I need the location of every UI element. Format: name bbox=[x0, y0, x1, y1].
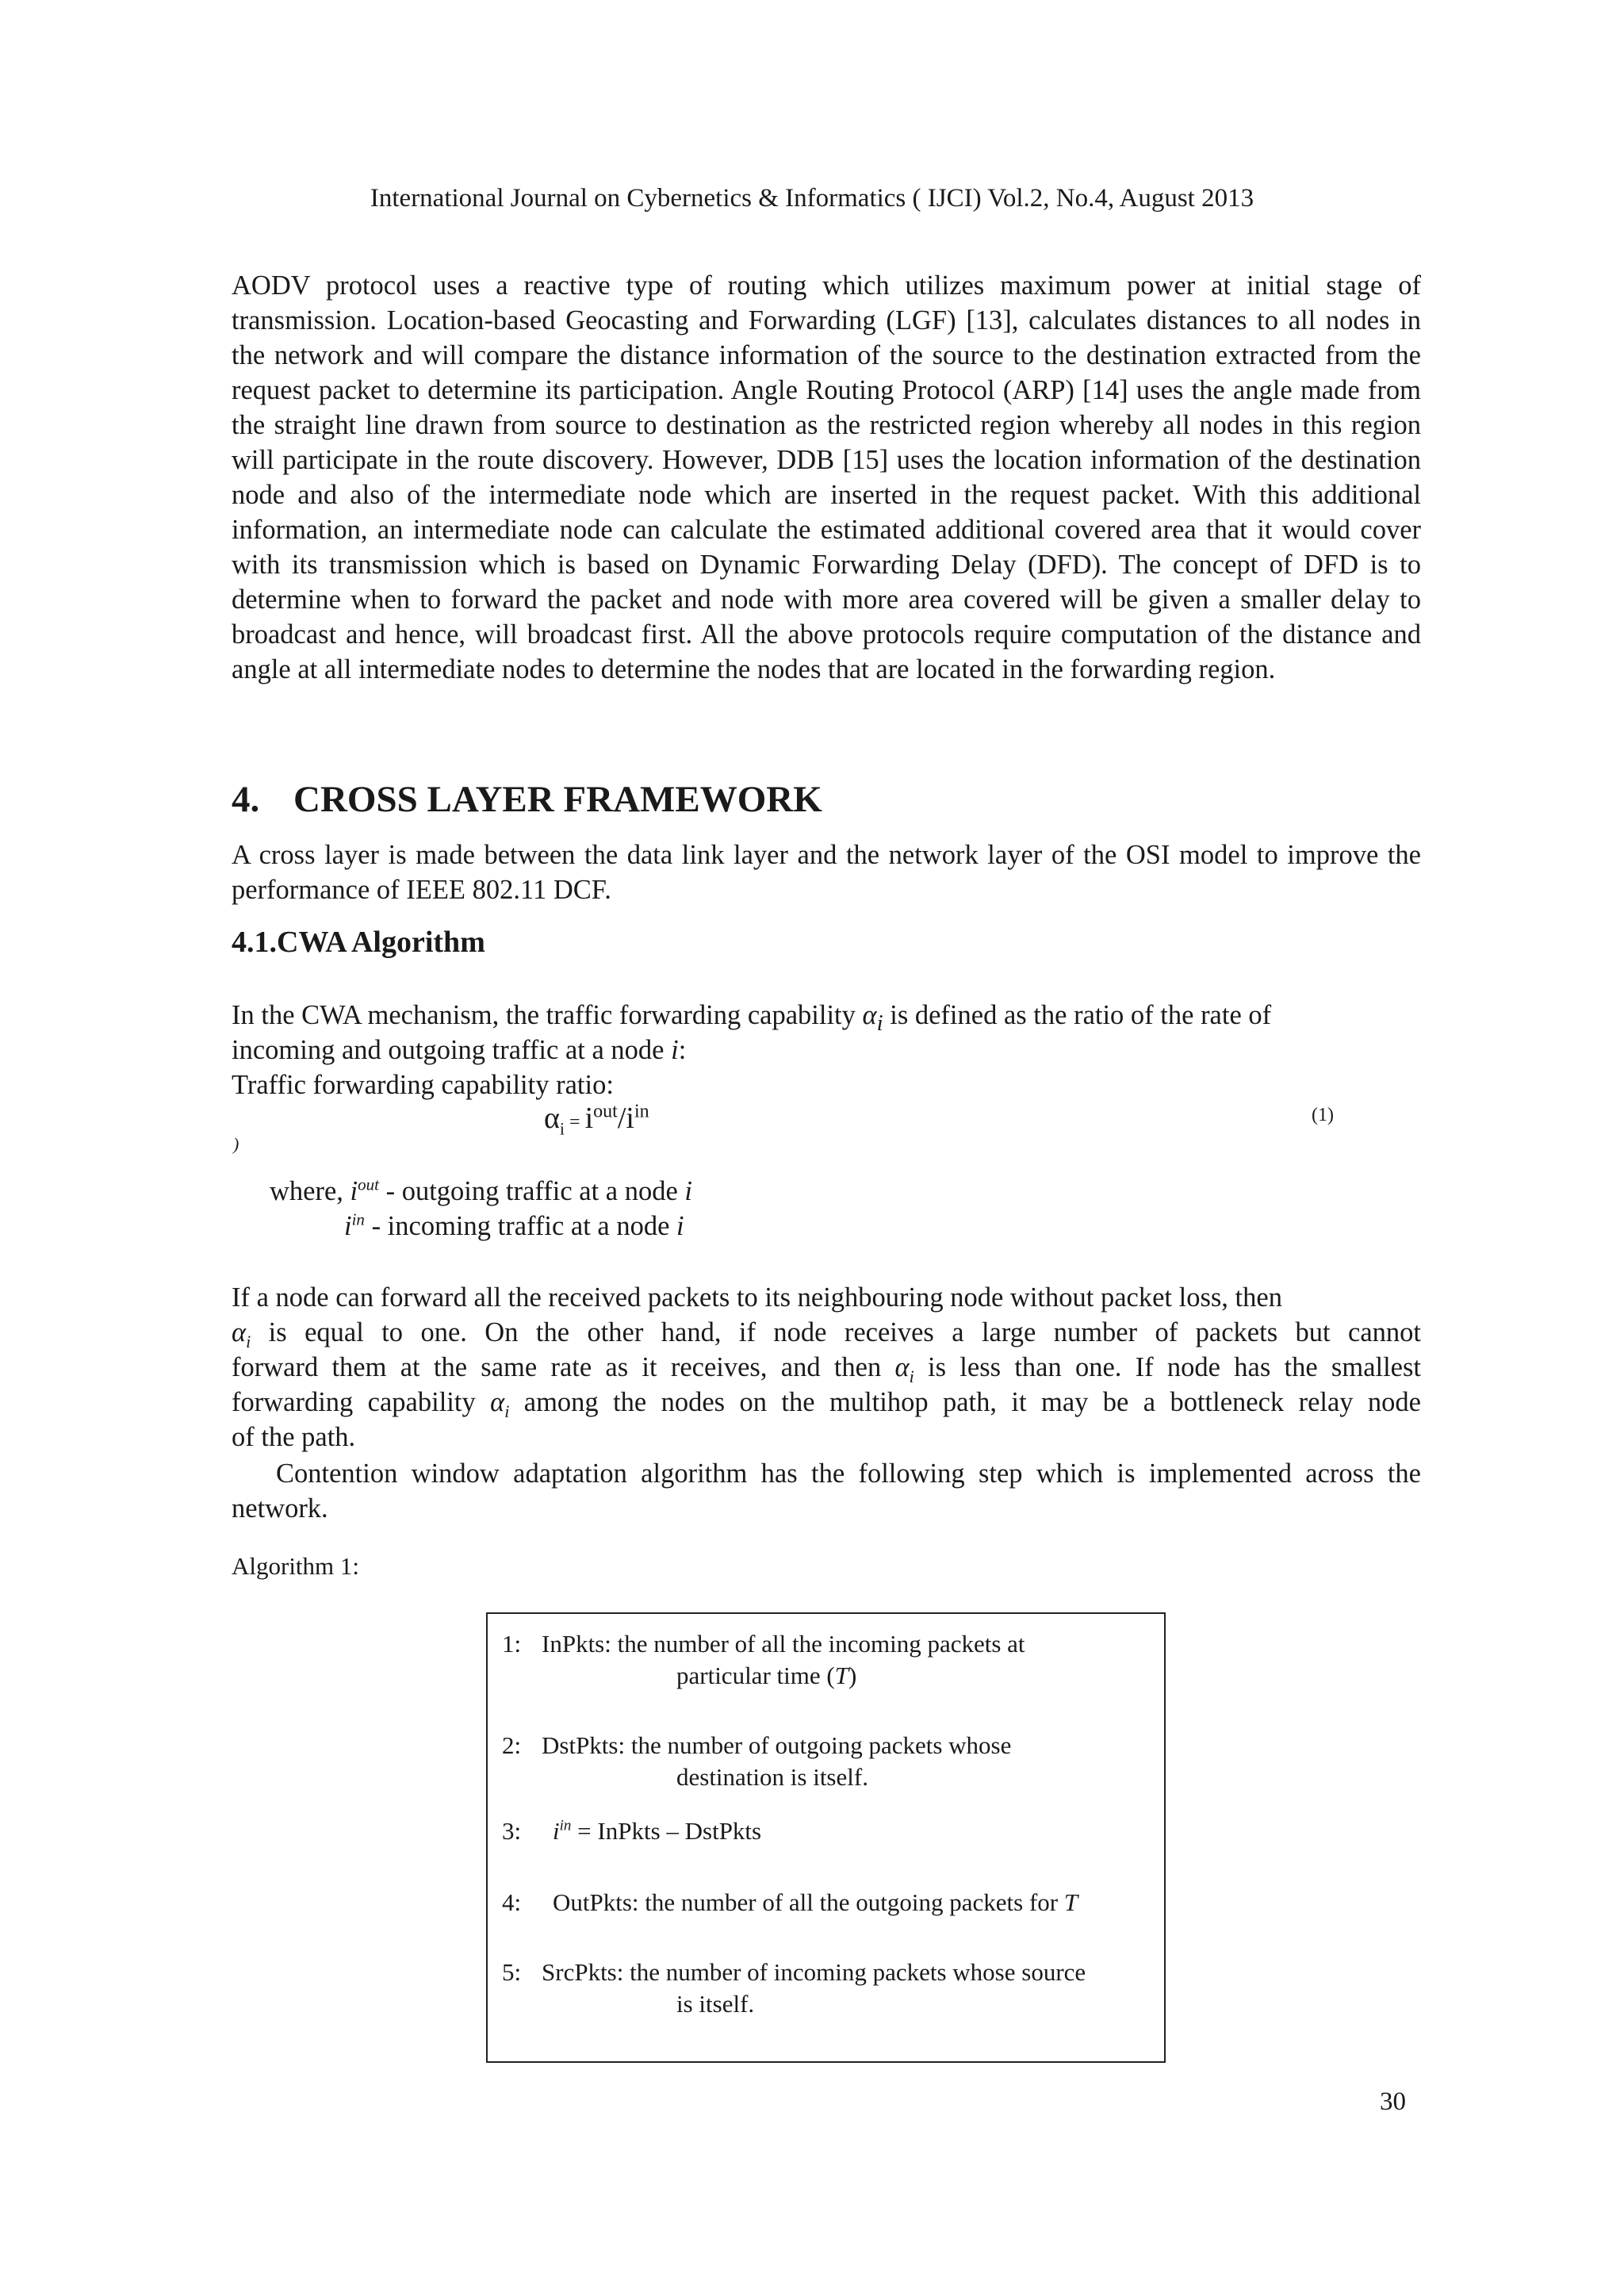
alpha-symbol: α bbox=[862, 1000, 877, 1030]
step-text: OutPkts: the number of all the outgoing packets for bbox=[553, 1888, 1064, 1916]
algorithm-step-1 bbox=[502, 1628, 1152, 1692]
section-title: CROSS LAYER FRAMEWORK bbox=[293, 779, 822, 820]
step-number: 3: bbox=[502, 1817, 522, 1845]
section-number: 4. bbox=[232, 779, 260, 820]
alpha-subscript: i bbox=[876, 1010, 883, 1036]
step-number: 2: bbox=[502, 1731, 522, 1759]
section-heading bbox=[232, 777, 822, 822]
alpha-symbol: α bbox=[894, 1352, 910, 1382]
subsection-heading: 4.1.CWA Algorithm bbox=[232, 926, 485, 959]
alpha-symbol: α bbox=[490, 1387, 505, 1417]
step-text: ) bbox=[848, 1662, 857, 1689]
alpha-subscript: i bbox=[504, 1401, 510, 1421]
step-text: particular time ( bbox=[676, 1662, 835, 1689]
time-symbol: T bbox=[1063, 1888, 1078, 1916]
text: is equal to one. On the other hand, if node receives a large number of packets but cannot bbox=[251, 1317, 1421, 1347]
text: forward them at the same rate as it receives, and then bbox=[232, 1352, 895, 1382]
step-text: = InPkts – DstPkts bbox=[571, 1817, 762, 1845]
algorithm-step-3 bbox=[502, 1815, 1152, 1847]
where-in-line bbox=[344, 1209, 684, 1244]
eq-base-1: i bbox=[584, 1102, 594, 1135]
node-symbol: i bbox=[671, 1035, 679, 1065]
alpha-subscript: i bbox=[246, 1331, 251, 1351]
eq-alpha-sub: i bbox=[559, 1118, 565, 1139]
step-number: 4: bbox=[502, 1888, 522, 1916]
eq-sup-out: out bbox=[593, 1101, 618, 1122]
step-number: 1: bbox=[502, 1630, 522, 1658]
where-label: where, bbox=[270, 1176, 350, 1206]
text: is defined as the ratio of the rate of bbox=[883, 1000, 1272, 1030]
in-description: - incoming traffic at a node bbox=[364, 1211, 677, 1241]
cwa-definition-line-1 bbox=[232, 998, 1272, 1036]
para2-line-1 bbox=[232, 1280, 1421, 1315]
i-symbol: i bbox=[344, 1211, 352, 1241]
running-header: International Journal on Cybernetics & Informatics ( IJCI) Vol.2, No.4, August 2013 bbox=[370, 184, 1254, 213]
i-symbol: i bbox=[676, 1211, 684, 1241]
in-superscript: in bbox=[351, 1209, 365, 1229]
step-text: is itself. bbox=[676, 1990, 755, 2018]
equation-number: (1) bbox=[1312, 1105, 1334, 1125]
para2-line-4 bbox=[232, 1385, 1421, 1420]
section-paragraph: A cross layer is made between the data link layer and the network layer of the OSI model to improve the performance of IEEE 802.11 DCF. bbox=[232, 840, 1421, 905]
alpha-symbol: α bbox=[232, 1317, 247, 1347]
i-symbol: i bbox=[684, 1176, 693, 1206]
para2-line-5: of the path. bbox=[232, 1422, 356, 1452]
cwa-definition-line-2 bbox=[232, 1033, 686, 1068]
algorithm-label: Algorithm 1: bbox=[232, 1552, 360, 1580]
alpha-subscript: i bbox=[909, 1366, 914, 1386]
text: is less than one. If node has the smallest bbox=[914, 1352, 1422, 1382]
algorithm-box bbox=[486, 1612, 1166, 2063]
text: among the nodes on the multihop path, it may be a bottleneck relay node bbox=[509, 1387, 1421, 1417]
time-symbol: T bbox=[834, 1662, 848, 1689]
page-number: 30 bbox=[1380, 2087, 1406, 2116]
where-out-line bbox=[270, 1174, 692, 1209]
out-description: - outgoing traffic at a node bbox=[378, 1176, 685, 1206]
text: If a node can forward all the received packets to its neighbouring node without packet loss, then bbox=[232, 1282, 1282, 1313]
step-number: 5: bbox=[502, 1958, 522, 1986]
eq-slash: / bbox=[617, 1102, 626, 1135]
in-superscript: in bbox=[559, 1817, 572, 1834]
eq-alpha: α bbox=[544, 1102, 560, 1135]
i-symbol: i bbox=[553, 1817, 560, 1845]
text: incoming and outgoing traffic at a node bbox=[232, 1035, 672, 1065]
step-text: DstPkts: the number of outgoing packets whose bbox=[542, 1731, 1012, 1759]
eq-base-2: i bbox=[626, 1102, 634, 1135]
eq-sup-in: in bbox=[634, 1101, 649, 1122]
ratio-label: Traffic forwarding capability ratio: bbox=[232, 1070, 614, 1100]
algorithm-step-2 bbox=[502, 1730, 1152, 1793]
step-text: destination is itself. bbox=[676, 1763, 868, 1791]
algorithm-step-4 bbox=[502, 1887, 1152, 1918]
i-symbol: i bbox=[350, 1176, 358, 1206]
intro-paragraph: AODV protocol uses a reactive type of routing which utilizes maximum power at initial stage of transmission. Location-based Geocasting and Forwarding (LGF) [13], calculates distances to all nodes in the network and will compare the distance information of the source to the destination extracted from the request packet to determine its participation. Angle Routing Protocol (ARP) [14] uses the angle made from the straight line drawn from source to destination as the restricted region whereby all nodes in this region will participate in the route discovery. However, DDB [15] uses the location information of the destination node and also of the intermediate node which are inserted in the request packet. With this additional information, an intermediate node can calculate the estimated additional covered area that it would cover with its transmission which is based on Dynamic Forwarding Delay (DFD). The concept of DFD is to determine when to forward the packet and node with more area covered will be given a smaller delay to broadcast and hence, will broadcast first. All the above protocols require computation of the distance and angle at all intermediate nodes to determine the nodes that are located in the forwarding region. bbox=[232, 270, 1421, 684]
para2-line-3 bbox=[232, 1350, 1421, 1385]
step-text: InPkts: the number of all the incoming packets at bbox=[542, 1630, 1025, 1658]
step-text: SrcPkts: the number of incoming packets whose source bbox=[542, 1958, 1086, 1986]
para2-line-2 bbox=[232, 1315, 1421, 1350]
text: forwarding capability bbox=[232, 1387, 491, 1417]
text: In the CWA mechanism, the traffic forwarding capability bbox=[232, 1000, 863, 1030]
eq-equals: = bbox=[565, 1112, 585, 1133]
equation-1 bbox=[544, 1101, 649, 1139]
stray-mark: ) bbox=[233, 1134, 239, 1154]
algorithm-step-5 bbox=[502, 1957, 1152, 2020]
text: : bbox=[678, 1035, 687, 1065]
para3: Contention window adaptation algorithm has the following step which is implemented across the network. bbox=[232, 1458, 1421, 1524]
out-superscript: out bbox=[358, 1175, 379, 1194]
